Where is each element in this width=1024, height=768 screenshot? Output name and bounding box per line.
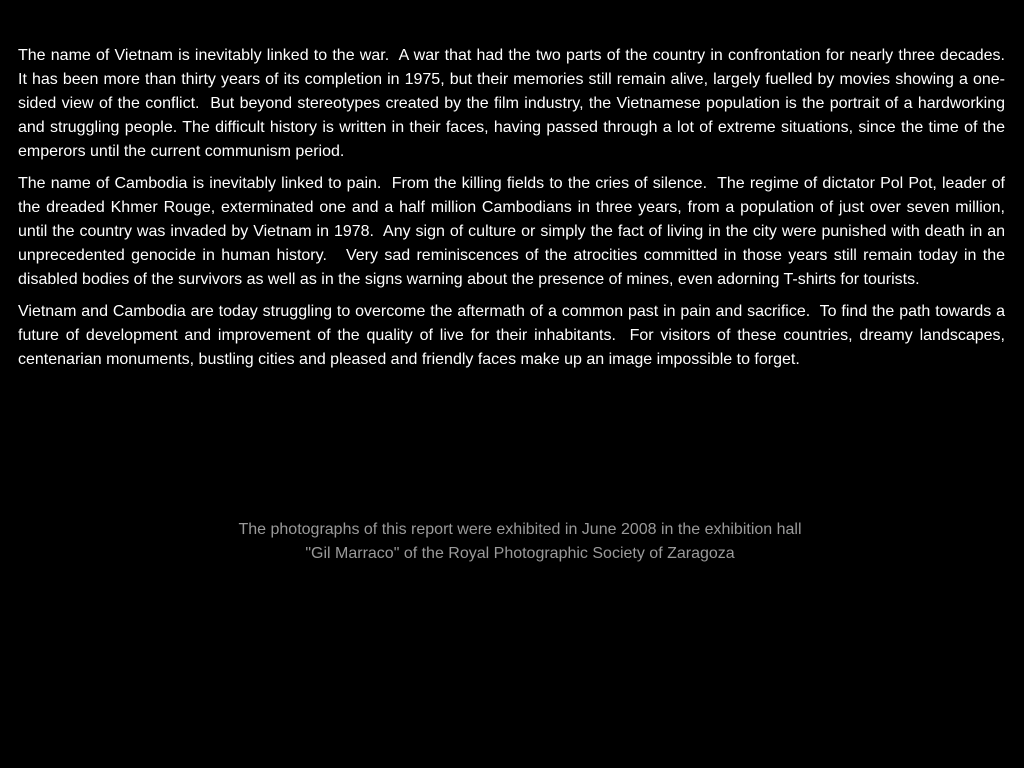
caption-line-2: "Gil Marraco" of the Royal Photographic Society of Zaragoza	[305, 545, 735, 562]
paragraph-conclusion: Vietnam and Cambodia are today struggling to overcome the aftermath of a common past in pain and sacrifice. To find the path towards a future of development and improvement of the quality of live for their inhabitants. For visitors of these countries, dreamy landscapes, centenarian monuments, bustling cities and pleased and friendly faces make up an image impossible to forget.	[18, 303, 1010, 368]
paragraph-cambodia: The name of Cambodia is inevitably linked to pain. From the killing fields to the cries of silence. The regime of dictator Pol Pot, leader of the dreaded Khmer Rouge, exterminated one and a half million Cambodians in three years, from a population of just over seven million, until the country was invaded by Vietnam in 1978. Any sign of culture or simply the fact of living in the city were punished with death in an unprecedented genocide in human history. Very sad reminiscences of the atrocities committed in those years still remain today in the disabled bodies of the survivors as well as in the signs warning about the presence of mines, even adorning T-shirts for tourists.	[18, 175, 1010, 288]
caption-line-1: The photographs of this report were exhibited in June 2008 in the exhibition hall	[238, 521, 802, 538]
paragraph-vietnam: The name of Vietnam is inevitably linked to the war. A war that had the two parts of the country in confrontation for nearly three decades. It has been more than thirty years of its completion in 1975, but their memories still remain alive, largely fuelled by movies showing a one-sided view of the conflict. But beyond stereotypes created by the film industry, the Vietnamese population is the portrait of a hardworking and struggling people. The difficult history is written in their faces, having passed through a lot of extreme situations, since the time of the emperors until the current communism period.	[18, 47, 1019, 160]
exhibition-caption	[0, 518, 1024, 566]
document-body	[18, 44, 1019, 380]
